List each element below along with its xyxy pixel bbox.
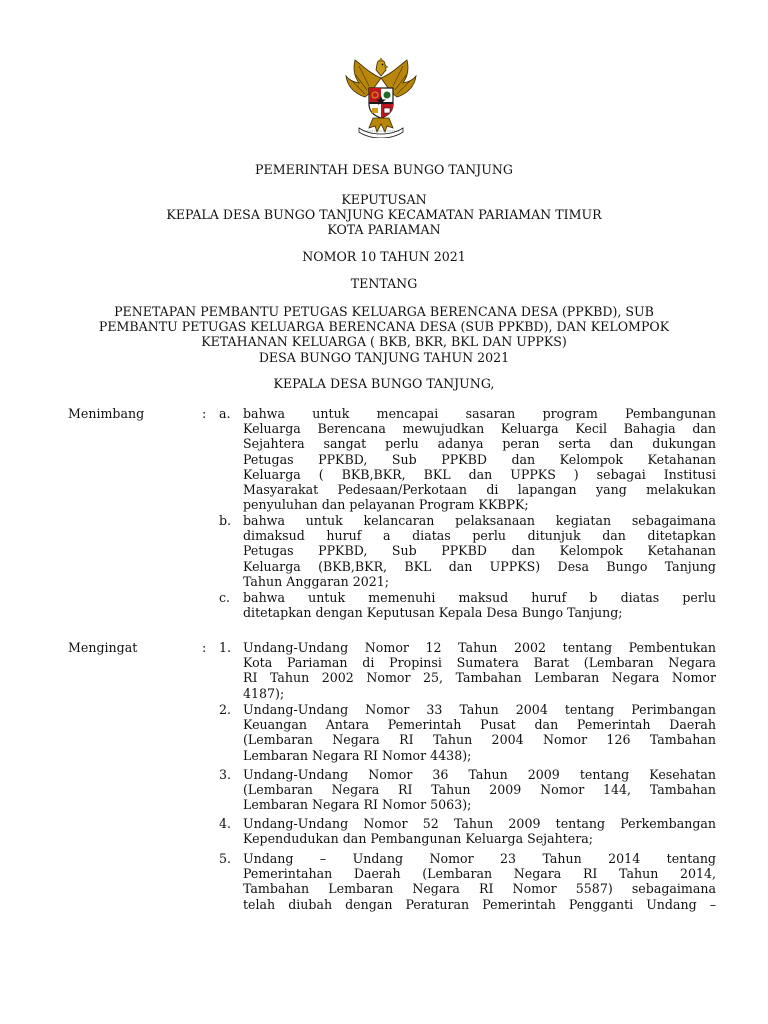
item-text bbox=[243, 767, 716, 813]
section-label: Menimbang bbox=[68, 406, 145, 421]
text-line: Sejahtera sangat perlu adanya peran serta dan dukungan bbox=[243, 436, 716, 452]
section-label: Mengingat bbox=[68, 640, 138, 655]
text-line: Undang-Undang Nomor 12 Tahun 2002 tentang Pembentukan bbox=[243, 640, 716, 655]
item-text bbox=[243, 640, 716, 701]
subject-block bbox=[40, 304, 728, 365]
item-marker: 2. bbox=[219, 702, 232, 717]
item-marker: a. bbox=[219, 406, 231, 421]
item-text bbox=[243, 851, 716, 912]
text-line: penyuluhan dan pelayanan Program KKBPK; bbox=[243, 497, 529, 513]
item-text bbox=[243, 702, 716, 763]
text-line: bahwa untuk mencapai sasaran program Pembangunan bbox=[243, 406, 716, 421]
text-line: telah diubah dengan Peraturan Pemerintah Pengganti Undang – bbox=[243, 896, 716, 912]
decree-number: NOMOR 10 TAHUN 2021 bbox=[302, 249, 466, 264]
text-line: Lembaran Negara RI Nomor 4438); bbox=[243, 747, 472, 763]
item-marker: 3. bbox=[219, 767, 232, 782]
government-title bbox=[40, 162, 728, 177]
subject-line: PEMBANTU PETUGAS KELUARGA BERENCANA DESA (SUB PPKBD), DAN KELOMPOK bbox=[98, 319, 670, 335]
text-line: Undang-Undang Nomor 33 Tahun 2004 tentang Perimbangan bbox=[243, 702, 716, 717]
text-line: bahwa untuk memenuhi maksud huruf b diatas perlu bbox=[243, 590, 716, 605]
item-marker: b. bbox=[219, 513, 232, 528]
text-line: bahwa untuk kelancaran pelaksanaan kegiatan sebagaimana bbox=[243, 513, 716, 528]
text-line: ditetapkan dengan Keputusan Kepala Desa Bungo Tanjung; bbox=[243, 605, 623, 621]
text-line: Pemerintahan Daerah (Lembaran Negara RI Tahun 2014, bbox=[243, 866, 716, 882]
text-line: Tambahan Lembaran Negara RI Nomor 5587) sebagaimana bbox=[243, 881, 716, 897]
item-text bbox=[243, 406, 716, 512]
text-line: Keluarga (BKB,BKR, BKL dan UPPKS) Desa Bungo Tanjung bbox=[243, 558, 716, 574]
text-line: 4187); bbox=[243, 685, 285, 701]
doc-type: KEPUTUSAN bbox=[341, 192, 427, 207]
text-line: (Lembaran Negara RI Tahun 2009 Nomor 144, Tambahan bbox=[243, 782, 716, 798]
item-marker: 4. bbox=[219, 816, 232, 831]
issuer-line-2: KOTA PARIAMAN bbox=[327, 222, 441, 238]
issuer-line-1: KEPALA DESA BUNGO TANJUNG KECAMATAN PARIAMAN TIMUR bbox=[166, 207, 602, 223]
text-line: Keluarga ( BKB,BKR, BKL dan UPPKS ) sebagai Institusi bbox=[243, 466, 716, 482]
section-colon: : bbox=[202, 406, 207, 421]
item-text bbox=[243, 816, 716, 846]
text-line: Undang-Undang Nomor 36 Tahun 2009 tentang Kesehatan bbox=[243, 767, 716, 782]
text-line: (Lembaran Negara RI Tahun 2004 Nomor 126 Tambahan bbox=[243, 732, 716, 748]
subject-line: KETAHANAN KELUARGA ( BKB, BKR, BKL DAN UPPKS) bbox=[201, 334, 567, 350]
text-line: Masyarakat Pedesaan/Perkotaan di lapangan yang melakukan bbox=[243, 481, 716, 497]
item-marker: 5. bbox=[219, 851, 232, 866]
item-marker: c. bbox=[219, 590, 231, 605]
text-line: Kota Pariaman di Propinsi Sumatera Barat (Lembaran Negara bbox=[243, 655, 716, 671]
text-line: Keluarga Berencana mewujudkan Keluarga Kecil Bahagia dan bbox=[243, 421, 716, 437]
garuda-pancasila-emblem bbox=[341, 56, 421, 138]
about-label: TENTANG bbox=[350, 276, 418, 291]
decision-heading bbox=[40, 192, 728, 238]
document-number bbox=[40, 249, 728, 264]
text-line: Lembaran Negara RI Nomor 5063); bbox=[243, 797, 472, 813]
text-line: Kependudukan dan Pembangunan Keluarga Sejahtera; bbox=[243, 831, 593, 847]
text-line: RI Tahun 2002 Nomor 25, Tambahan Lembaran Negara Nomor bbox=[243, 670, 716, 686]
government-name: PEMERINTAH DESA BUNGO TANJUNG bbox=[255, 162, 513, 177]
item-text bbox=[243, 513, 716, 589]
authority-heading bbox=[40, 376, 728, 391]
text-line: Undang – Undang Nomor 23 Tahun 2014 tentang bbox=[243, 851, 716, 866]
subject-line: DESA BUNGO TANJUNG TAHUN 2021 bbox=[258, 349, 510, 365]
text-line: Petugas PPKBD, Sub PPKBD dan Kelompok Ketahanan bbox=[243, 451, 716, 467]
text-line: Undang-Undang Nomor 52 Tahun 2009 tentang Perkembangan bbox=[243, 816, 716, 831]
section-colon: : bbox=[202, 640, 207, 655]
about-heading bbox=[40, 276, 728, 291]
subject-line: PENETAPAN PEMBANTU PETUGAS KELUARGA BERENCANA DESA (PPKBD), SUB bbox=[114, 304, 654, 319]
item-text bbox=[243, 590, 716, 620]
item-marker: 1. bbox=[219, 640, 232, 655]
text-line: Keuangan Antara Pemerintah Pusat dan Pemerintah Daerah bbox=[243, 717, 716, 733]
authority-line: KEPALA DESA BUNGO TANJUNG, bbox=[273, 376, 495, 391]
text-line: Petugas PPKBD, Sub PPKBD dan Kelompok Ketahanan bbox=[243, 543, 716, 559]
text-line: dimaksud huruf a diatas perlu ditunjuk dan ditetapkan bbox=[243, 528, 716, 544]
text-line: Tahun Anggaran 2021; bbox=[243, 573, 390, 589]
